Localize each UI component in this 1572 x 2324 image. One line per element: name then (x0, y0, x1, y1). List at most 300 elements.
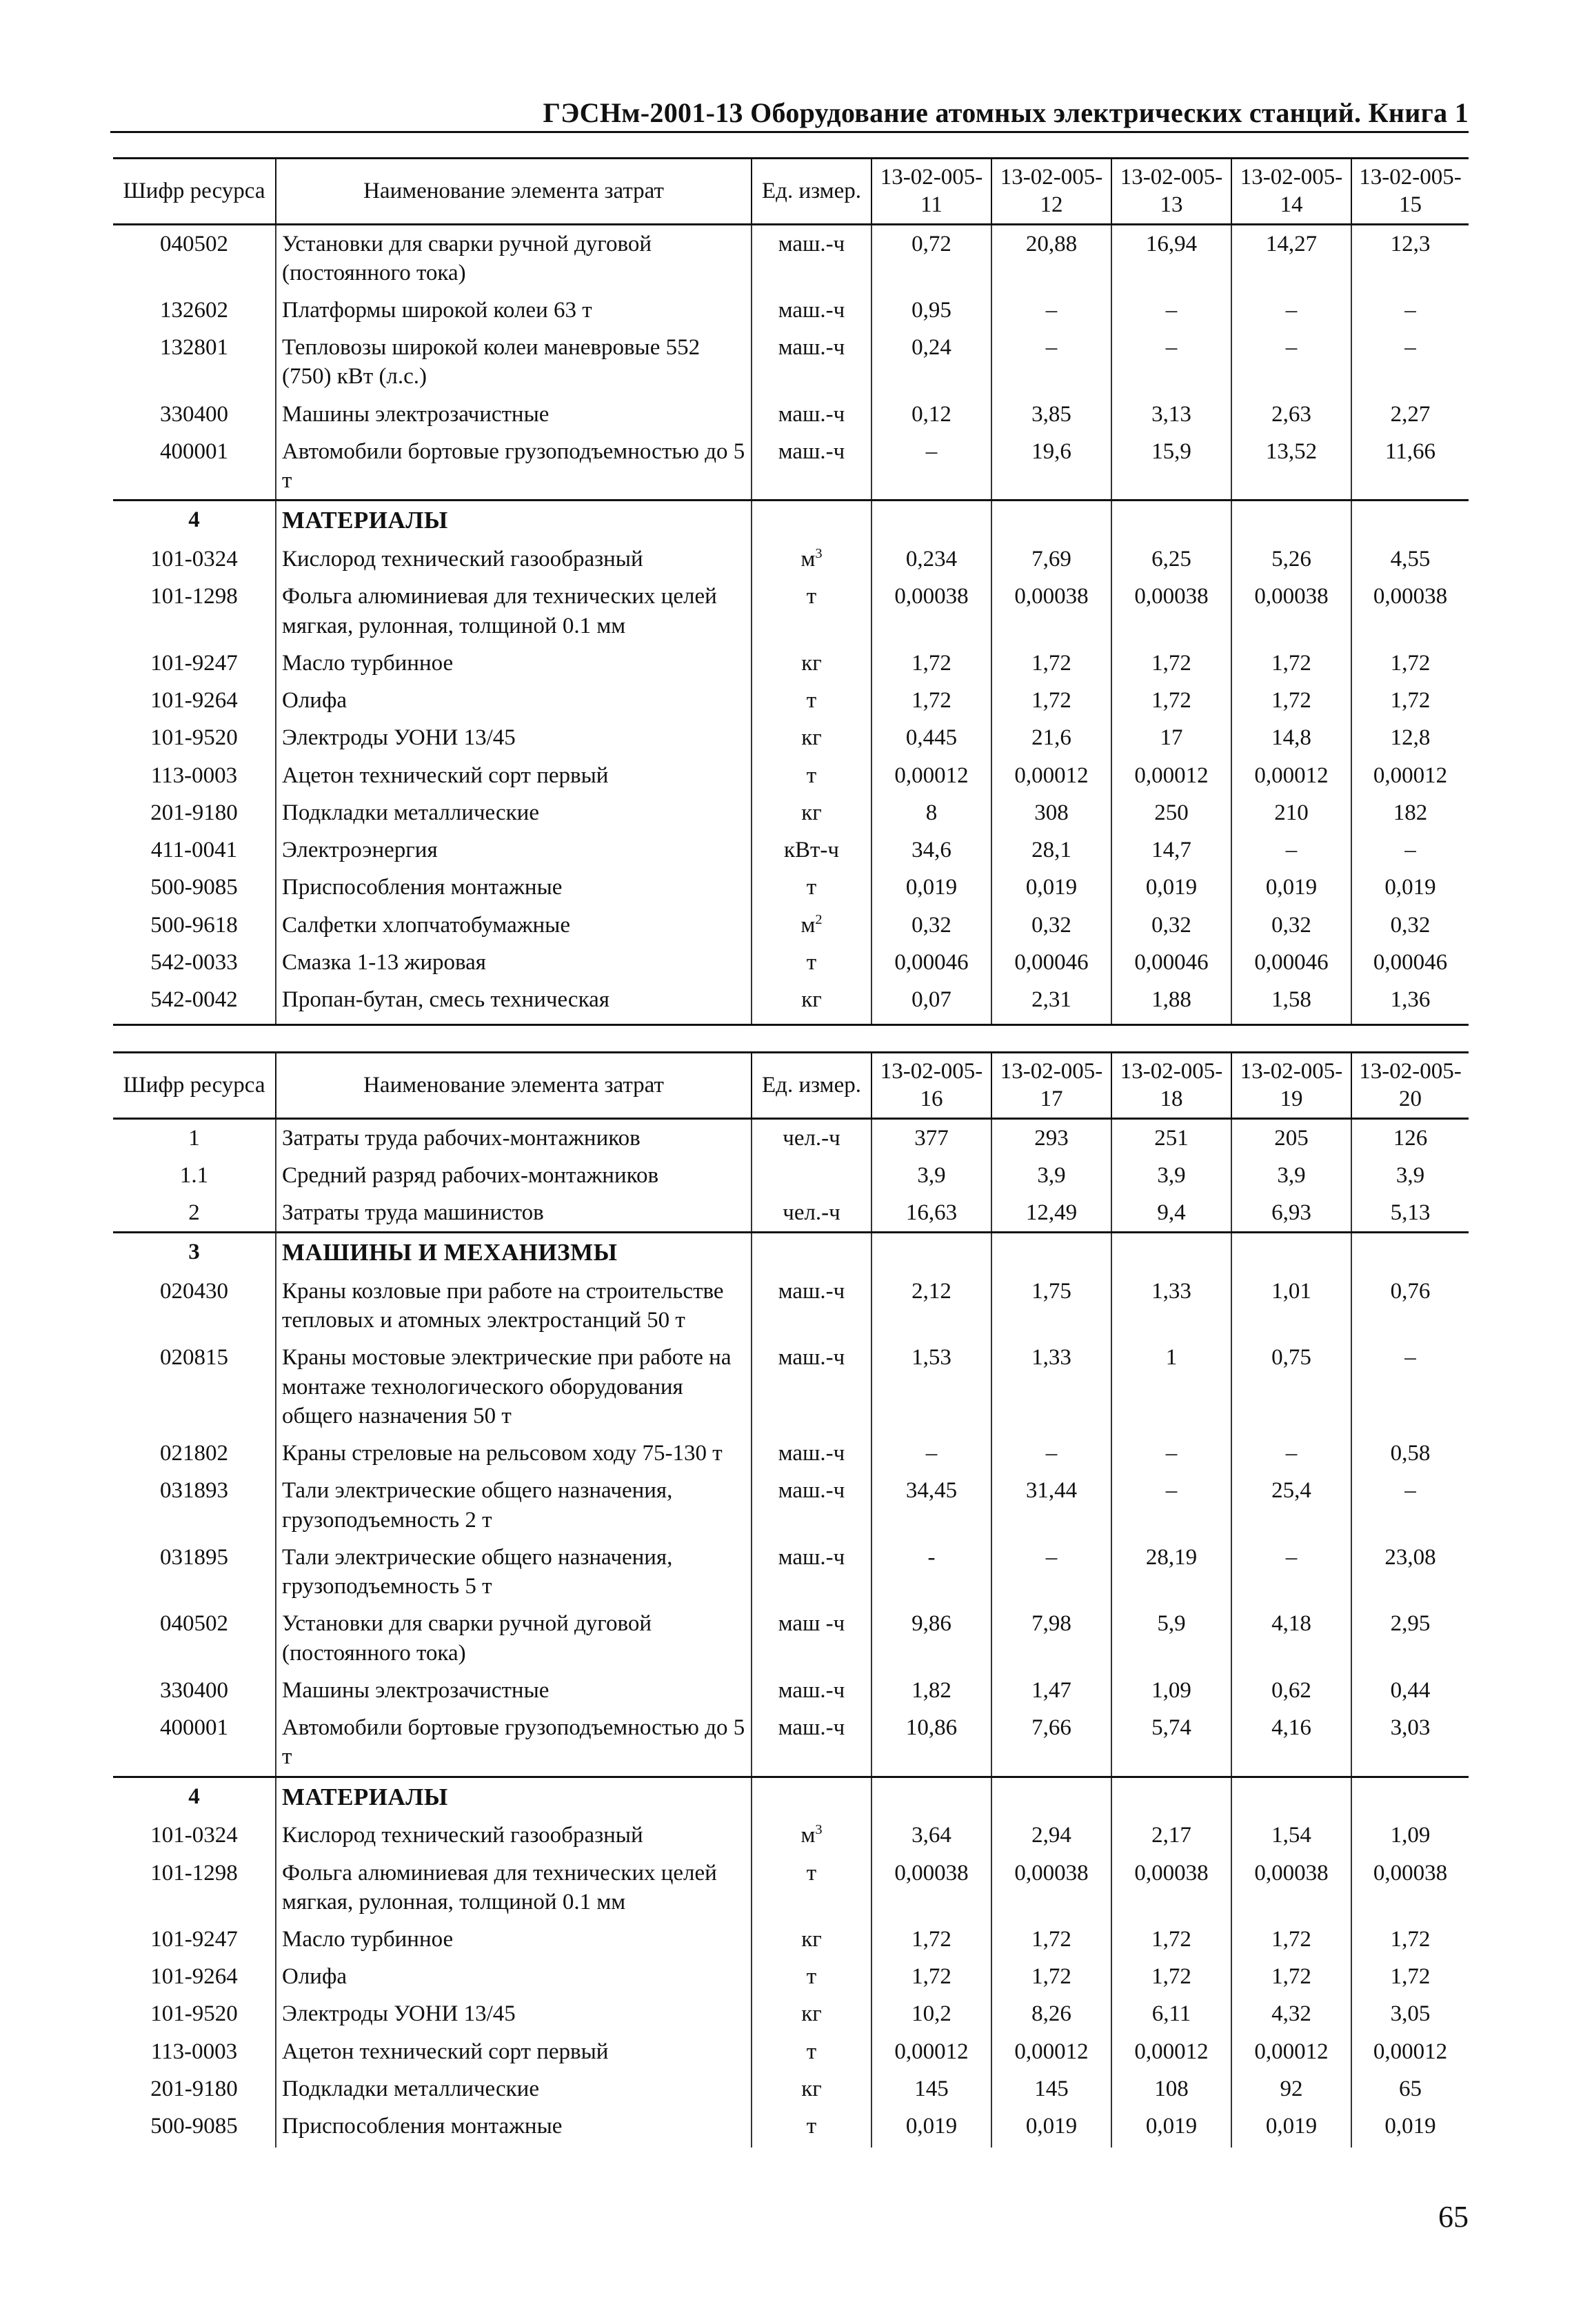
rate-value-col-1: 377 (871, 1118, 991, 1157)
rate-value-col-3: 251 (1111, 1118, 1231, 1157)
rate-value-col-5: 0,00012 (1351, 2033, 1469, 2070)
rate-value-col-5: – (1351, 329, 1469, 395)
unit-of-measure: маш.-ч (752, 1435, 871, 1472)
rate-value-col-1: 0,12 (871, 396, 991, 433)
rate-value-col-4: – (1231, 1539, 1351, 1605)
rate-value-col-2: 1,75 (991, 1273, 1111, 1339)
rate-value-col-1: 0,32 (871, 907, 991, 944)
resource-code: 020430 (160, 1279, 228, 1304)
header-name: Наименование элемента затрат (276, 159, 752, 225)
resource-code: 040502 (160, 1611, 228, 1637)
rate-value-col-3: 5,74 (1111, 1709, 1231, 1777)
rate-value-col-4: 1,72 (1231, 645, 1351, 682)
rate-value-col-1: 16,63 (871, 1194, 991, 1233)
rate-value-col-1 (871, 501, 991, 540)
rate-value-col-1: 0,07 (871, 981, 991, 1025)
cost-element-name: Фольга алюминиевая для технических целей мягкая, рулонная, толщиной 0.1 мм (276, 578, 752, 644)
rate-value-col-2: 1,72 (991, 645, 1111, 682)
rate-value-col-3: 5,9 (1111, 1605, 1231, 1671)
rate-value-col-1: 0,72 (871, 224, 991, 292)
rate-value-col-4: 6,93 (1231, 1194, 1351, 1233)
table-row (113, 831, 1469, 869)
table-row (113, 1921, 1469, 1958)
cost-element-name: Подкладки металлические (276, 794, 752, 831)
resource-code: 101-9264 (150, 688, 238, 714)
rate-value-col-2: 21,6 (991, 719, 1111, 756)
rate-value-col-5: 126 (1351, 1118, 1469, 1157)
table-row (113, 2033, 1469, 2070)
table-row (113, 1672, 1469, 1709)
rate-value-col-2: 12,49 (991, 1194, 1111, 1233)
rate-value-col-2: 7,66 (991, 1709, 1111, 1777)
rate-value-col-5: 0,019 (1351, 869, 1469, 906)
rate-value-col-3: 0,00046 (1111, 944, 1231, 981)
rate-value-col-1: 0,00038 (871, 1855, 991, 1921)
cost-element-name: Электроды УОНИ 13/45 (276, 719, 752, 756)
rate-value-col-3 (1111, 501, 1231, 540)
rate-value-col-4: 4,16 (1231, 1709, 1351, 1777)
rate-value-col-1: 0,00038 (871, 578, 991, 644)
header-unit: Ед. измер. (752, 159, 871, 225)
rate-value-col-4: 1,72 (1231, 682, 1351, 719)
rate-value-col-4: 13,52 (1231, 433, 1351, 501)
rate-value-col-2: – (991, 1435, 1111, 1472)
table-row (113, 1539, 1469, 1605)
resource-code: 021802 (160, 1441, 228, 1466)
rate-value-col-3: 0,019 (1111, 2108, 1231, 2148)
resource-code: 542-0042 (113, 981, 276, 1025)
rate-value-col-4: 0,62 (1231, 1672, 1351, 1709)
rate-value-col-5: – (1351, 1339, 1469, 1435)
resource-code: 201-9180 (150, 800, 238, 825)
rate-value-col-4: – (1231, 1435, 1351, 1472)
unit-of-measure: кг (752, 2070, 871, 2108)
rate-value-col-3: 16,94 (1111, 224, 1231, 292)
rate-value-col-4: 25,4 (1231, 1472, 1351, 1538)
rate-value-col-2: 1,72 (991, 1958, 1111, 1995)
resource-code: 400001 (160, 1715, 228, 1741)
table-row (113, 1855, 1469, 1921)
unit-of-measure: кг (752, 1995, 871, 2032)
unit-of-measure: т (752, 757, 871, 794)
unit-of-measure: т (752, 1855, 871, 1921)
rate-value-col-1 (871, 1777, 991, 1817)
rate-value-col-5: – (1351, 1472, 1469, 1538)
rate-value-col-1: 10,86 (871, 1709, 991, 1777)
rate-value-col-3: – (1111, 1435, 1231, 1472)
rate-value-col-3: – (1111, 1472, 1231, 1538)
unit-of-measure: маш.-ч (752, 329, 871, 395)
page-number: 65 (1438, 2200, 1469, 2234)
header-col-2: 13-02-005-17 (991, 1053, 1111, 1119)
resource-code: 201-9180 (150, 2076, 238, 2101)
cost-element-name: Олифа (276, 1958, 752, 1995)
table-row (113, 981, 1469, 1025)
rate-value-col-5: 1,72 (1351, 682, 1469, 719)
unit-of-measure (752, 501, 871, 540)
cost-element-name: Затраты труда машинистов (276, 1194, 752, 1233)
table-row (113, 1777, 1469, 1817)
rate-value-col-3: 1,72 (1111, 1921, 1231, 1958)
cost-element-name: Краны мостовые электрические при работе на монтаже технологического оборудования общего назначения 50 т (276, 1339, 752, 1435)
rate-value-col-1: 10,2 (871, 1995, 991, 2032)
cost-element-name: Краны стреловые на рельсовом ходу 75-130 т (276, 1435, 752, 1472)
rate-value-col-4: – (1231, 292, 1351, 329)
resource-code: 330400 (160, 1677, 228, 1703)
rate-value-col-5: – (1351, 292, 1469, 329)
rate-value-col-5: 5,13 (1351, 1194, 1469, 1233)
cost-element-name: Тали электрические общего назначения, грузоподъемность 2 т (276, 1472, 752, 1538)
rate-value-col-2: 1,72 (991, 682, 1111, 719)
cost-element-name: Краны козловые при работе на строительстве тепловых и атомных электростанций 50 т (276, 1273, 752, 1339)
rate-value-col-1: 1,82 (871, 1672, 991, 1709)
rate-value-col-1: 0,445 (871, 719, 991, 756)
resource-code: 2 (188, 1200, 200, 1225)
cost-element-name: Олифа (276, 682, 752, 719)
rate-value-col-3: 6,25 (1111, 540, 1231, 578)
cost-element-name: Ацетон технический сорт первый (276, 2033, 752, 2070)
resource-code: 101-0324 (150, 547, 238, 572)
table-row (113, 645, 1469, 682)
rate-value-col-4: 0,32 (1231, 907, 1351, 944)
rate-value-col-5 (1351, 501, 1469, 540)
rate-value-col-5 (1351, 1233, 1469, 1273)
rate-value-col-3 (1111, 1777, 1231, 1817)
header-code: Шифр ресурса (113, 1053, 276, 1119)
table-header-row (113, 159, 1469, 225)
table-row (113, 2070, 1469, 2108)
cost-element-name: Автомобили бортовые грузоподъемностью до 5 т (276, 1709, 752, 1777)
rate-value-col-3: 1,72 (1111, 682, 1231, 719)
rate-value-col-2: 0,019 (991, 869, 1111, 906)
table-row (113, 1995, 1469, 2032)
resource-code: 500-9618 (150, 912, 238, 938)
rate-value-col-5: 1,09 (1351, 1817, 1469, 1854)
table-row (113, 1817, 1469, 1854)
rate-value-col-3: 0,00012 (1111, 2033, 1231, 2070)
header-col-3: 13-02-005-13 (1111, 159, 1231, 225)
resource-code: 411-0041 (150, 838, 238, 863)
rate-value-col-1: 0,95 (871, 292, 991, 329)
rate-value-col-5 (1351, 1777, 1469, 1817)
resource-code: 113-0003 (150, 762, 238, 788)
rate-value-col-2: 2,31 (991, 981, 1111, 1025)
rate-value-col-4: 0,00038 (1231, 1855, 1351, 1921)
table-row (113, 501, 1469, 540)
header-col-5: 13-02-005-20 (1351, 1053, 1469, 1119)
rate-value-col-2: 0,00012 (991, 757, 1111, 794)
cost-element-name: Пропан-бутан, смесь техническая (276, 981, 752, 1025)
rate-value-col-2: 7,69 (991, 540, 1111, 578)
rate-value-col-3: 1 (1111, 1339, 1231, 1435)
rate-value-col-2: 31,44 (991, 1472, 1111, 1538)
rate-value-col-4 (1231, 1777, 1351, 1817)
table-row (113, 719, 1469, 756)
unit-of-measure: маш.-ч (752, 224, 871, 292)
rate-value-col-2: 7,98 (991, 1605, 1111, 1671)
table-row (113, 1233, 1469, 1273)
rate-value-col-4: 14,8 (1231, 719, 1351, 756)
rate-value-col-4: 0,019 (1231, 2108, 1351, 2148)
header-col-1: 13-02-005-16 (871, 1053, 991, 1119)
rate-value-col-2: 0,00038 (991, 1855, 1111, 1921)
rate-value-col-3: 1,88 (1111, 981, 1231, 1025)
rate-value-col-1: 0,24 (871, 329, 991, 395)
rate-value-col-4: – (1231, 831, 1351, 869)
rate-value-col-2: 0,00012 (991, 2033, 1111, 2070)
unit-of-measure: маш -ч (752, 1605, 871, 1671)
rate-value-col-5: 0,00038 (1351, 578, 1469, 644)
rate-value-col-4: 0,00046 (1231, 944, 1351, 981)
rate-value-col-4: 14,27 (1231, 224, 1351, 292)
rate-value-col-3 (1111, 1233, 1231, 1273)
header-col-4: 13-02-005-19 (1231, 1053, 1351, 1119)
rate-value-col-5: 1,72 (1351, 1921, 1469, 1958)
cost-element-name: Средний разряд рабочих-монтажников (276, 1157, 752, 1194)
unit-of-measure: т (752, 944, 871, 981)
resource-code: 132602 (160, 297, 228, 323)
unit-of-measure: маш.-ч (752, 1672, 871, 1709)
rate-value-col-3: 3,9 (1111, 1157, 1231, 1194)
header-code: Шифр ресурса (113, 159, 276, 225)
rate-value-col-4: 1,54 (1231, 1817, 1351, 1854)
unit-of-measure: маш.-ч (752, 433, 871, 501)
rate-value-col-5: 0,76 (1351, 1273, 1469, 1339)
rate-value-col-1: 1,53 (871, 1339, 991, 1435)
unit-of-measure (752, 1777, 871, 1817)
rate-value-col-1: 9,86 (871, 1605, 991, 1671)
rate-value-col-3: 17 (1111, 719, 1231, 756)
table-row (113, 794, 1469, 831)
resource-code: 101-1298 (150, 584, 238, 609)
rate-value-col-4 (1231, 1233, 1351, 1273)
cost-element-name: Ацетон технический сорт первый (276, 757, 752, 794)
rate-value-col-1: 34,6 (871, 831, 991, 869)
table-row (113, 1435, 1469, 1472)
table-row (113, 907, 1469, 944)
table-header-row (113, 1053, 1469, 1119)
table-row (113, 1157, 1469, 1194)
rate-value-col-1: 0,019 (871, 869, 991, 906)
resource-code: 101-9520 (150, 725, 238, 751)
table-row (113, 1273, 1469, 1339)
unit-of-measure: маш.-ч (752, 1339, 871, 1435)
resource-code: 031893 (160, 1478, 228, 1504)
rate-value-col-4: 1,58 (1231, 981, 1351, 1025)
header-rule (110, 131, 1469, 133)
rate-value-col-2: 20,88 (991, 224, 1111, 292)
cost-table-2 (113, 1051, 1469, 2148)
rate-value-col-3: – (1111, 329, 1231, 395)
rate-value-col-3: 1,72 (1111, 1958, 1231, 1995)
unit-of-measure: т (752, 869, 871, 906)
cost-element-name: МАШИНЫ И МЕХАНИЗМЫ (276, 1233, 752, 1273)
resource-code: 101-9520 (150, 2001, 238, 2027)
resource-code: 500-9085 (150, 875, 238, 900)
unit-of-measure: кг (752, 1921, 871, 1958)
rate-value-col-4: 4,32 (1231, 1995, 1351, 2032)
rate-value-col-4: 0,00012 (1231, 2033, 1351, 2070)
header-col-2: 13-02-005-12 (991, 159, 1111, 225)
rate-value-col-4: 0,00012 (1231, 757, 1351, 794)
rate-value-col-2: 308 (991, 794, 1111, 831)
rate-value-col-1: – (871, 433, 991, 501)
rate-value-col-4: – (1231, 329, 1351, 395)
rate-value-col-3: 1,33 (1111, 1273, 1231, 1339)
table-row (113, 869, 1469, 906)
cost-element-name: Кислород технический газообразный (276, 540, 752, 578)
cost-element-name: Установки для сварки ручной дуговой (постоянного тока) (276, 1605, 752, 1671)
resource-code: 101-9264 (150, 1964, 238, 1990)
rate-value-col-5: 1,72 (1351, 645, 1469, 682)
rate-value-col-1: – (871, 1435, 991, 1472)
unit-of-measure: маш.-ч (752, 396, 871, 433)
table-row (113, 1958, 1469, 1995)
unit-of-measure: т (752, 1958, 871, 1995)
header-name: Наименование элемента затрат (276, 1053, 752, 1119)
resource-code: 1.1 (179, 1162, 209, 1188)
rate-value-col-2: 0,019 (991, 2108, 1111, 2148)
table-row (113, 1605, 1469, 1671)
rate-value-col-5: 3,9 (1351, 1157, 1469, 1194)
rate-value-col-3: 3,13 (1111, 396, 1231, 433)
header-unit: Ед. измер. (752, 1053, 871, 1119)
rate-value-col-1: 34,45 (871, 1472, 991, 1538)
table-row (113, 224, 1469, 292)
rate-value-col-4: 0,00038 (1231, 578, 1351, 644)
unit-of-measure: маш.-ч (752, 1709, 871, 1777)
rate-value-col-2: – (991, 1539, 1111, 1605)
rate-value-col-5: 0,019 (1351, 2108, 1469, 2148)
rate-value-col-1: 0,019 (871, 2108, 991, 2148)
table-row (113, 1194, 1469, 1233)
rate-value-col-5: 0,44 (1351, 1672, 1469, 1709)
rate-value-col-3: 9,4 (1111, 1194, 1231, 1233)
unit-of-measure: т (752, 2033, 871, 2070)
rate-value-col-2: 19,6 (991, 433, 1111, 501)
rate-value-col-1: 1,72 (871, 1958, 991, 1995)
cost-element-name: Масло турбинное (276, 645, 752, 682)
resource-code: 031895 (160, 1544, 228, 1570)
rate-value-col-3: 250 (1111, 794, 1231, 831)
table-row (113, 329, 1469, 395)
rate-value-col-3: – (1111, 292, 1231, 329)
rate-value-col-5: 2,95 (1351, 1605, 1469, 1671)
unit-of-measure: кг (752, 645, 871, 682)
table-row (113, 540, 1469, 578)
rate-value-col-2: 1,33 (991, 1339, 1111, 1435)
rate-value-col-5: 12,8 (1351, 719, 1469, 756)
rate-value-col-1: 0,00012 (871, 2033, 991, 2070)
rate-value-col-3: 0,00012 (1111, 757, 1231, 794)
rate-value-col-2 (991, 1777, 1111, 1817)
rate-value-col-4: 210 (1231, 794, 1351, 831)
cost-element-name: Тали электрические общего назначения, грузоподъемность 5 т (276, 1539, 752, 1605)
rate-value-col-5: 65 (1351, 2070, 1469, 2108)
unit-of-measure: $м^3$ (752, 1817, 871, 1854)
rate-value-col-5: 4,55 (1351, 540, 1469, 578)
rate-value-col-1: 3,64 (871, 1817, 991, 1854)
header-col-3: 13-02-005-18 (1111, 1053, 1231, 1119)
cost-element-name: Установки для сварки ручной дуговой (постоянного тока) (276, 224, 752, 292)
unit-of-measure: чел.-ч (752, 1194, 871, 1233)
unit-of-measure: т (752, 578, 871, 644)
cost-element-name: Приспособления монтажные (276, 2108, 752, 2148)
unit-of-measure: кг (752, 981, 871, 1025)
rate-value-col-2: 2,94 (991, 1817, 1111, 1854)
table-row (113, 2108, 1469, 2148)
rate-value-col-1: 8 (871, 794, 991, 831)
table-row (113, 292, 1469, 329)
rate-value-col-1: 0,00046 (871, 944, 991, 981)
cost-element-name: Машины электрозачистные (276, 1672, 752, 1709)
rate-value-col-2: 0,00038 (991, 578, 1111, 644)
unit-of-measure: кг (752, 719, 871, 756)
cost-element-name: МАТЕРИАЛЫ (276, 1777, 752, 1817)
rate-value-col-2: 0,32 (991, 907, 1111, 944)
rate-value-col-1: - (871, 1539, 991, 1605)
table-row (113, 578, 1469, 644)
rate-value-col-1: 0,00012 (871, 757, 991, 794)
rate-value-col-4: 4,18 (1231, 1605, 1351, 1671)
cost-element-name: Салфетки хлопчатобумажные (276, 907, 752, 944)
rate-value-col-2 (991, 1233, 1111, 1273)
rate-value-col-5: 0,00046 (1351, 944, 1469, 981)
unit-of-measure: маш.-ч (752, 1539, 871, 1605)
rate-value-col-2: 1,72 (991, 1921, 1111, 1958)
rate-value-col-4: 0,75 (1231, 1339, 1351, 1435)
rate-value-col-2: – (991, 292, 1111, 329)
rate-value-col-5: 11,66 (1351, 433, 1469, 501)
table-row (113, 433, 1469, 501)
rate-value-col-5: – (1351, 831, 1469, 869)
resource-code: 3 (113, 1233, 276, 1273)
rate-value-col-3: 14,7 (1111, 831, 1231, 869)
rate-value-col-5: 0,00038 (1351, 1855, 1469, 1921)
resource-code: 542-0033 (150, 949, 238, 975)
rate-value-col-4: 1,72 (1231, 1958, 1351, 1995)
unit-of-measure: $м^2$ (752, 907, 871, 944)
table-row (113, 1709, 1469, 1777)
cost-table-1 (113, 157, 1469, 1026)
cost-element-name: Тепловозы широкой колеи маневровые 552 (750) кВт (л.с.) (276, 329, 752, 395)
rate-value-col-1: 0,234 (871, 540, 991, 578)
resource-code: 020815 (160, 1345, 228, 1371)
table-row (113, 1118, 1469, 1157)
rate-value-col-5: 0,58 (1351, 1435, 1469, 1472)
document-header-title: ГЭСНм-2001-13 Оборудование атомных электрических станций. Книга 1 (543, 97, 1469, 128)
table-row (113, 396, 1469, 433)
resource-code: 330400 (160, 401, 228, 427)
rate-value-col-1: 1,72 (871, 645, 991, 682)
rate-value-col-2 (991, 501, 1111, 540)
rate-value-col-3: 6,11 (1111, 1995, 1231, 2032)
rate-value-col-5: 1,36 (1351, 981, 1469, 1025)
cost-element-name: Машины электрозачистные (276, 396, 752, 433)
rate-value-col-1 (871, 1233, 991, 1273)
rate-value-col-4: 92 (1231, 2070, 1351, 2108)
table-row (113, 944, 1469, 981)
unit-of-measure: т (752, 2108, 871, 2148)
resource-code: 101-9247 (150, 650, 238, 676)
cost-element-name: Кислород технический газообразный (276, 1817, 752, 1854)
rate-value-col-2: 0,00046 (991, 944, 1111, 981)
cost-element-name: Подкладки металлические (276, 2070, 752, 2108)
table-row (113, 682, 1469, 719)
rate-value-col-5: 23,08 (1351, 1539, 1469, 1605)
rate-value-col-3: 2,17 (1111, 1817, 1231, 1854)
cost-element-name: Смазка 1-13 жировая (276, 944, 752, 981)
